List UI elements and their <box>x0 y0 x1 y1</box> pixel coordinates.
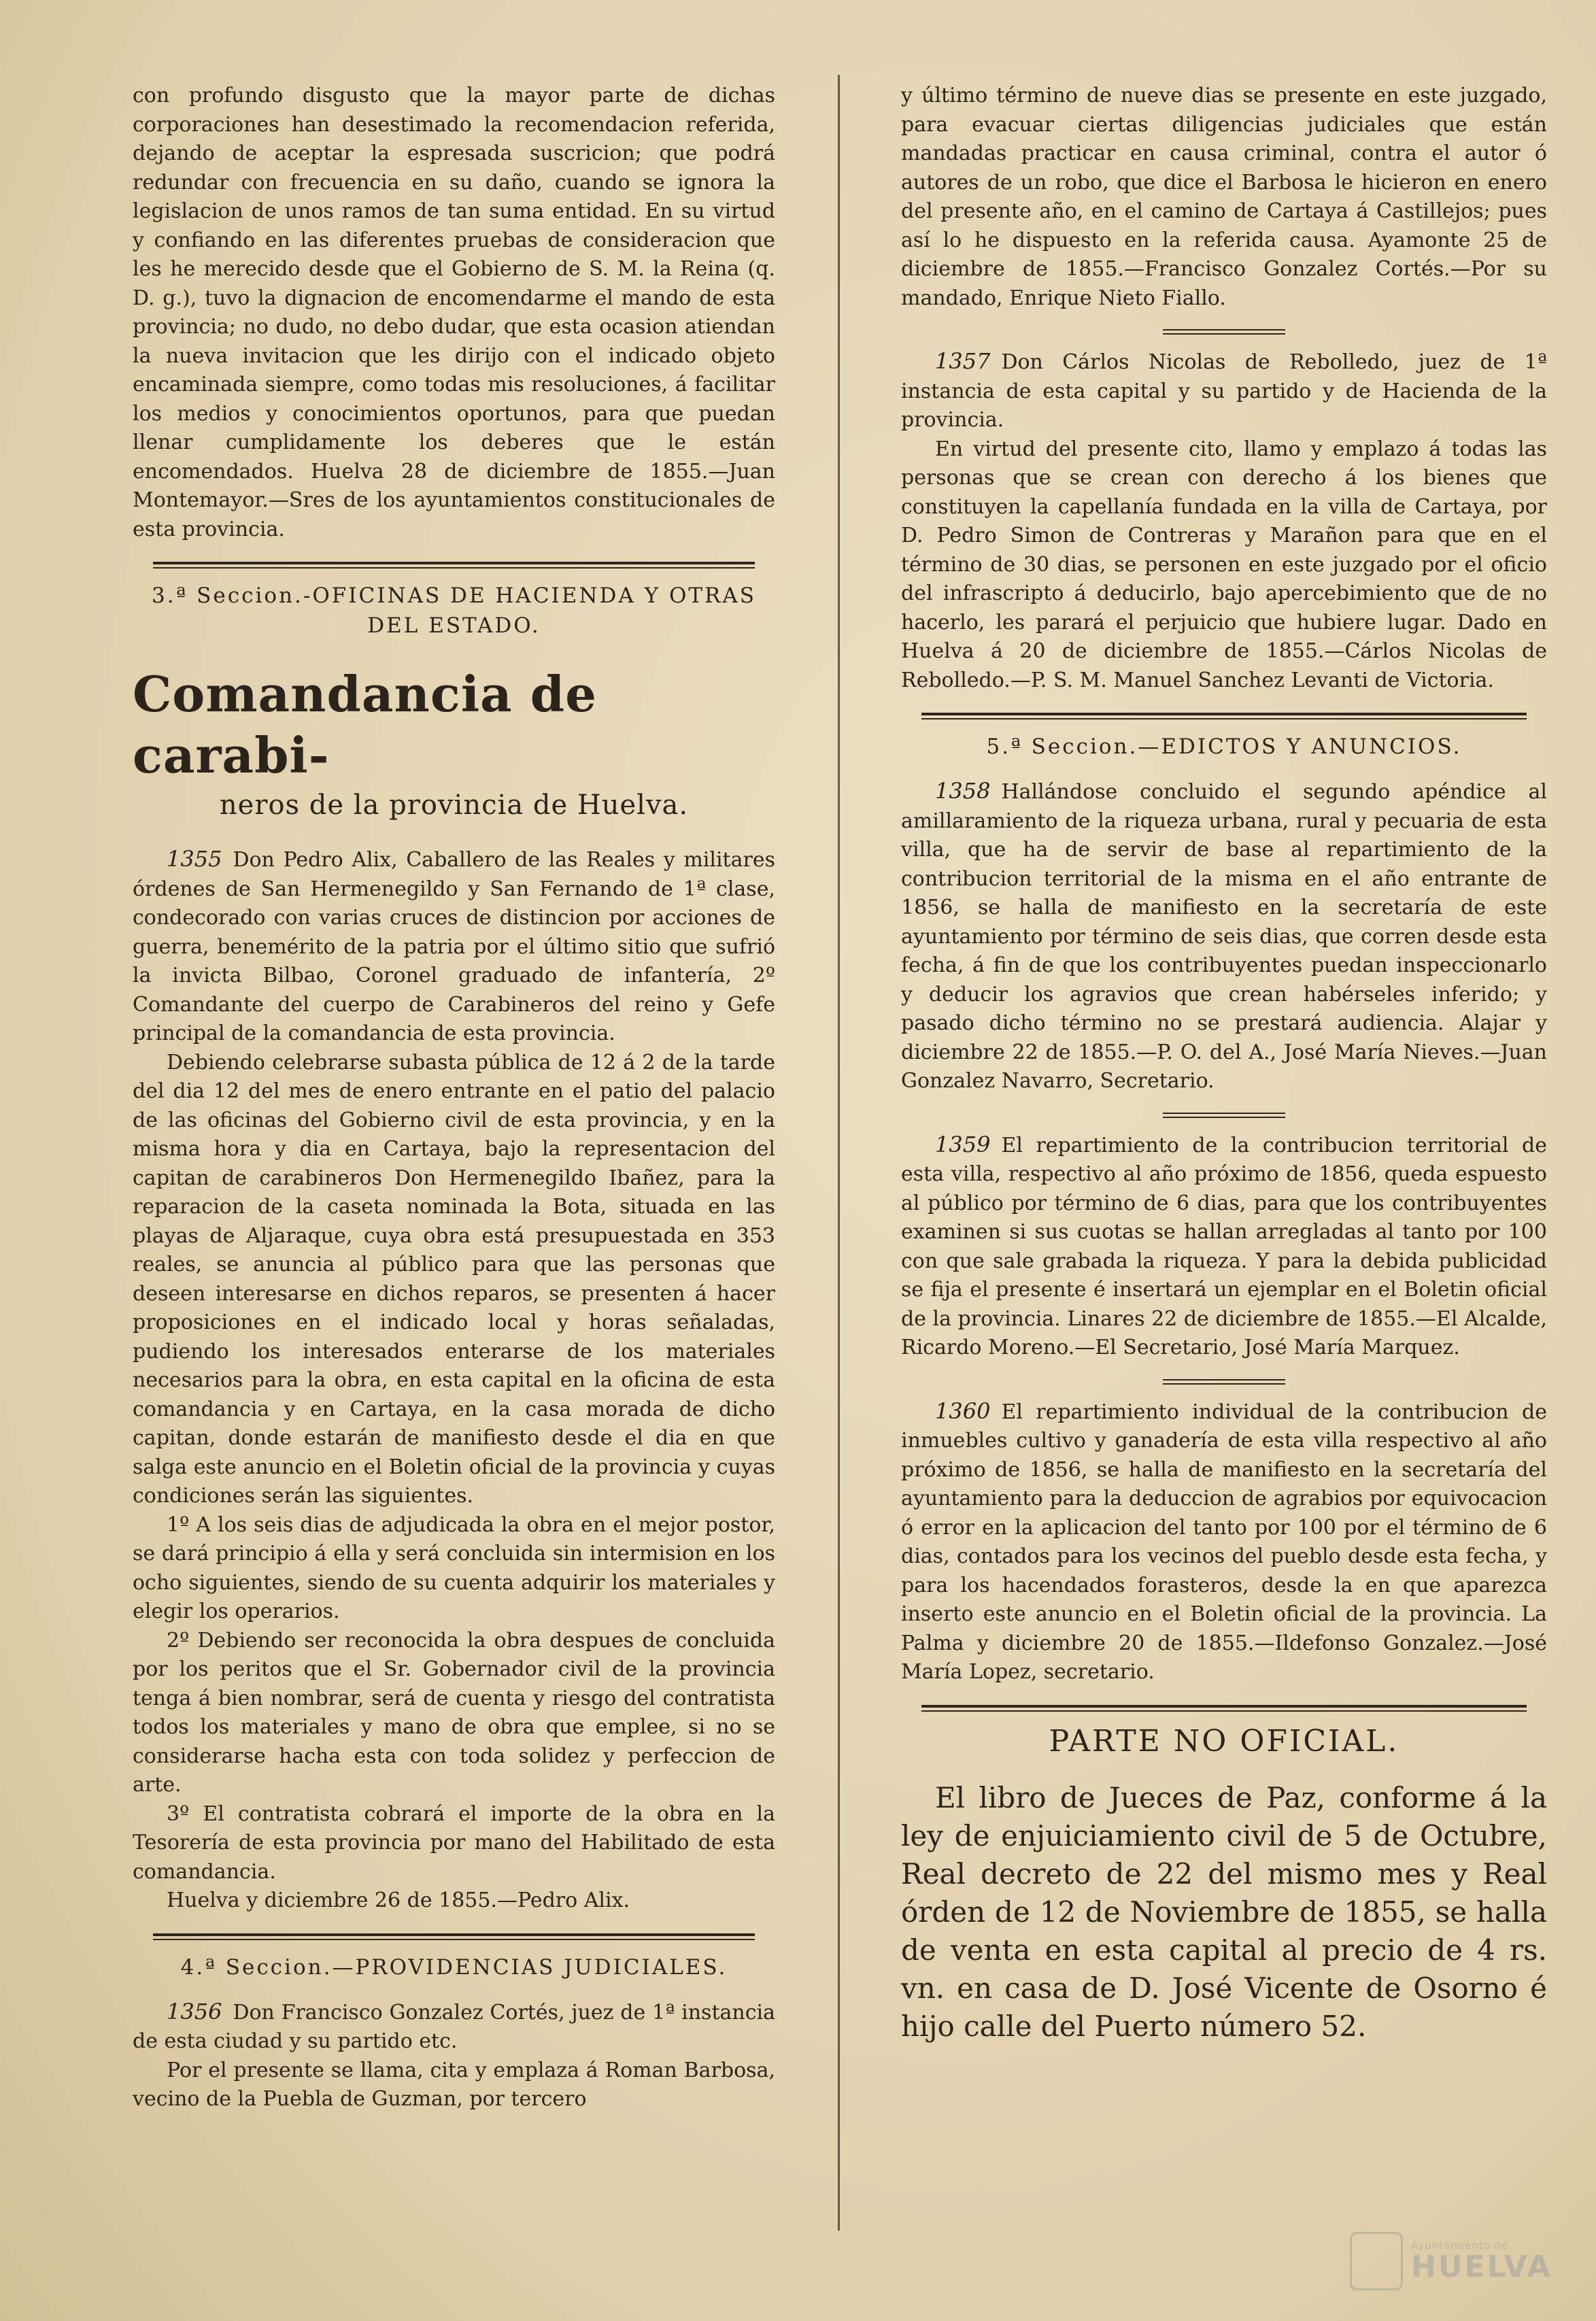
condition-2: 2º Debiendo ser reconocida la obra despues de concluida por los peritos que el Sr. Gobernador civil de la provincia tenga á bien nombrar, será de cuenta y riesgo del contratista todos los materiales y mano de obra que emplee, si no se considerarse hacha esta con toda solidez y perfeccion de arte. <box>133 1628 775 1797</box>
book-advertisement: El libro de Jueces de Paz, conforme á la ley de enjuiciamiento civil de 5 de Octubre, Real decreto de 22 del mismo mes y Real órden de 12 de Noviembre de 1855, se halla de venta en esta capital al precio de 4 rs. vn. en casa de D. José Vicente de Osorno é hijo calle del Puerto número 52. <box>901 1780 1547 2043</box>
huelva-watermark <box>1350 2227 1554 2295</box>
section-divider <box>921 1704 1527 1714</box>
notice-main-heading: Comandancia de carabi- <box>133 665 597 784</box>
notice-1360: 1360 El repartimiento individual de la contribucion de inmuebles cultivo y ganadería de esta villa respectivo al año próximo de 1856, se halla de manifiesto en la secretaría del ayuntamiento para la deduccion de agrabios por equivocacion ó error en la aplicacion del tanto por 100 por el término de 6 dias, contados para los vecinos del pueblo desde esta fecha, y para los hacendados forasteros, desde la en que aparezca inserto este anuncio en el Boletin oficial de la provincia. La Palma y diciembre 20 de 1855.—Ildefonso Gonzalez.—José María Lopez, secretario. <box>901 1397 1547 1684</box>
notice-1357-body: En virtud del presente cito, llamo y emplazo á todas las personas que se crean con derecho á los bienes que constituyen la capellanía fundada en la villa de Cartaya, por D. Pedro Simon de Contreras y Marañon para que en el término de 30 dias, se personen en este juzgado por el oficio del infrascripto á deducirlo, bajo apercebimiento que de no hacerlo, les parará el perjuicio que hubiere lugar. Dado en Huelva á 20 de diciembre de 1855.—Cárlos Nicolas de Rebolledo.—P. S. M. Manuel Sanchez Levanti de Victoria. <box>901 437 1547 692</box>
section-divider <box>153 560 755 571</box>
left-column <box>133 82 775 2114</box>
section-5-heading: 5.ª Seccion.—EDICTOS Y ANUNCIOS. <box>986 734 1462 759</box>
right-column <box>901 82 1547 2046</box>
notice-number: 1355 <box>167 846 222 872</box>
short-divider <box>1163 1378 1285 1385</box>
notice-number: 1359 <box>935 1131 991 1157</box>
notice-1356-body: Por el presente se llama, cita y emplaza á Roman Barbosa, vecino de la Puebla de Guzman, por tercero <box>133 2058 775 2111</box>
short-divider <box>1163 328 1285 335</box>
notice-sub-heading: neros de la provincia de Huelva. <box>219 790 689 821</box>
city-crest-icon <box>1350 2232 1403 2290</box>
condition-3: 3º El contratista cobrará el importe de la obra en la Tesorería de esta provincia por mano del Habilitado de esta comandancia. <box>133 1801 775 1884</box>
notice-1357-intro: 1357 Don Cárlos Nicolas de Rebolledo, juez de 1ª instancia de esta capital y su partido y de Hacienda de la provincia. <box>901 348 1547 432</box>
section-3-heading: 3.ª Seccion.-OFICINAS DE HACIENDA Y OTRAS DEL ESTADO. <box>151 583 757 638</box>
notice-number: 1360 <box>935 1397 991 1424</box>
notice-number: 1356 <box>167 1998 222 2024</box>
watermark-small-text: Ayuntamiento de <box>1411 2239 1509 2252</box>
unofficial-section-heading: PARTE NO OFICIAL. <box>1049 1723 1399 1759</box>
notice-1358: 1358 Hallándose concluido el segundo apéndice al amillaramiento de la riqueza urbana, rural y pecuaria de esta villa, que ha de servir de base al repartimiento de la contribucion territorial de la misma en el año entrante de 1856, se halla de manifiesto en la secretaría de este ayuntamiento por término de seis dias, que corren desde esta fecha, á fin de que los contribuyentes puedan inspeccionarlo y deducir los agravios que crean habérseles inferido; y pasado dicho término no se prestará audiencia. Alajar y diciembre 22 de 1855.—P. O. del A., José María Nieves.—Juan Gonzalez Navarro, Secretario. <box>901 778 1547 1093</box>
section-divider <box>921 711 1527 722</box>
notice-1355-intro: 1355 Don Pedro Alix, Caballero de las Reales y militares órdenes de San Hermenegildo y San Fernando de 1ª clase, condecorado con varias cruces de distincion por acciones de guerra, benemérito de la patria por el último sitio que sufrió la invicta Bilbao, Coronel graduado de infantería, 2º Comandante del cuerpo de Carabineros del reino y Gefe principal de la comandancia de esta provincia. <box>133 846 775 1045</box>
condition-1: 1º A los seis dias de adjudicada la obra en el mejor postor, se dará principio á ella y será concluida sin intermision en los ocho siguientes, siendo de su cuenta adquirir los materiales y elegir los operarios. <box>133 1512 775 1623</box>
notice-number: 1358 <box>935 778 991 804</box>
watermark-big-text: HUELVA <box>1411 2250 1552 2284</box>
paragraph-circular: con profundo disgusto que la mayor parte de dichas corporaciones han desestimado la recomendacion referida, dejando de aceptar la espresada suscricion; que podrá redundar con frecuencia en su daño, cuando se ignora la legislacion de unos ramos de tan suma entidad. En su virtud y confiando en las diferentes pruebas de consideracion que les he merecido desde que el Gobierno de S. M. la Reina (q. D. g.), tuvo la dignacion de encomendarme el mando de esta provincia; no dudo, no debo dudar, que esta ocasion atiendan la nueva invitacion que les dirijo con el indicado objeto encaminada siempre, como todas mis resoluciones, á facilitar los medios y conocimientos oportunos, para que puedan llenar cumplidamente los deberes que le están encomendados. Huelva 28 de diciembre de 1855.—Juan Montemayor.—Sres de los ayuntamientos constitucionales de esta provincia. <box>133 84 775 541</box>
notice-1359: 1359 El repartimiento de la contribucion territorial de esta villa, respectivo al año próximo de 1856, queda espuesto al público por término de 6 dias, para que los contribuyentes examinen si sus cuotas se hallan arregladas al tanto por 100 con que sale grabada la riqueza. Y para la debida publicidad se fija el presente é insertará un ejemplar en el Boletin oficial de la provincia. Linares 22 de diciembre de 1855.—El Alcalde, Ricardo Moreno.—El Secretario, José María Marquez. <box>901 1131 1547 1359</box>
column-divider <box>838 75 840 2231</box>
notice-1355-body: Debiendo celebrarse subasta pública de 12 á 2 de la tarde del dia 12 del mes de enero entrante en el patio del palacio de las oficinas del Gobierno civil de esta provincia, y en la misma hora y dia en Cartaya, bajo la representacion del capitan de carabineros Don Hermenegildo Ibañez, para la reparacion de la caseta nominada la Bota, situada en las playas de Aljaraque, cuya obra está presupuestada en 353 reales, se anuncia al público para que las personas que deseen interesarse en dichos reparos, se presenten á hacer proposiciones en el indicado local y horas señaladas, pudiendo los interesados enterarse de los materiales necesarios para la obra, en esta capital en la oficina de esta comandancia y en Cartaya, en la casa morada de dicho capitan, donde estarán de manifiesto desde el dia en que salga este anuncio en el Boletin oficial de la provincia y cuyas condiciones serán las siguientes. <box>133 1050 775 1508</box>
section-4-heading: 4.ª Seccion.—PROVIDENCIAS JUDICIALES. <box>180 1954 728 1980</box>
short-divider <box>1163 1111 1285 1118</box>
notice-number: 1357 <box>935 348 991 374</box>
notice-1356-continued: y último término de nueve dias se presente en este juzgado, para evacuar ciertas diligencias judiciales que están mandadas practicar en causa criminal, contra el autor ó autores de un robo, que dice el Barbosa le hicieron en enero del presente año, en el camino de Cartaya á Castillejos; pues así lo he dispuesto en la referida causa. Ayamonte 25 de diciembre de 1855.—Francisco Gonzalez Cortés.—Por su mandado, Enrique Nieto Fiallo. <box>901 84 1547 310</box>
notice-1355-signature: Huelva y diciembre 26 de 1855.—Pedro Alix. <box>167 1888 630 1912</box>
notice-1356-intro: 1356 Don Francisco Gonzalez Cortés, juez de 1ª instancia de esta ciudad y su partido etc. <box>133 1998 775 2053</box>
section-divider <box>153 1932 755 1943</box>
